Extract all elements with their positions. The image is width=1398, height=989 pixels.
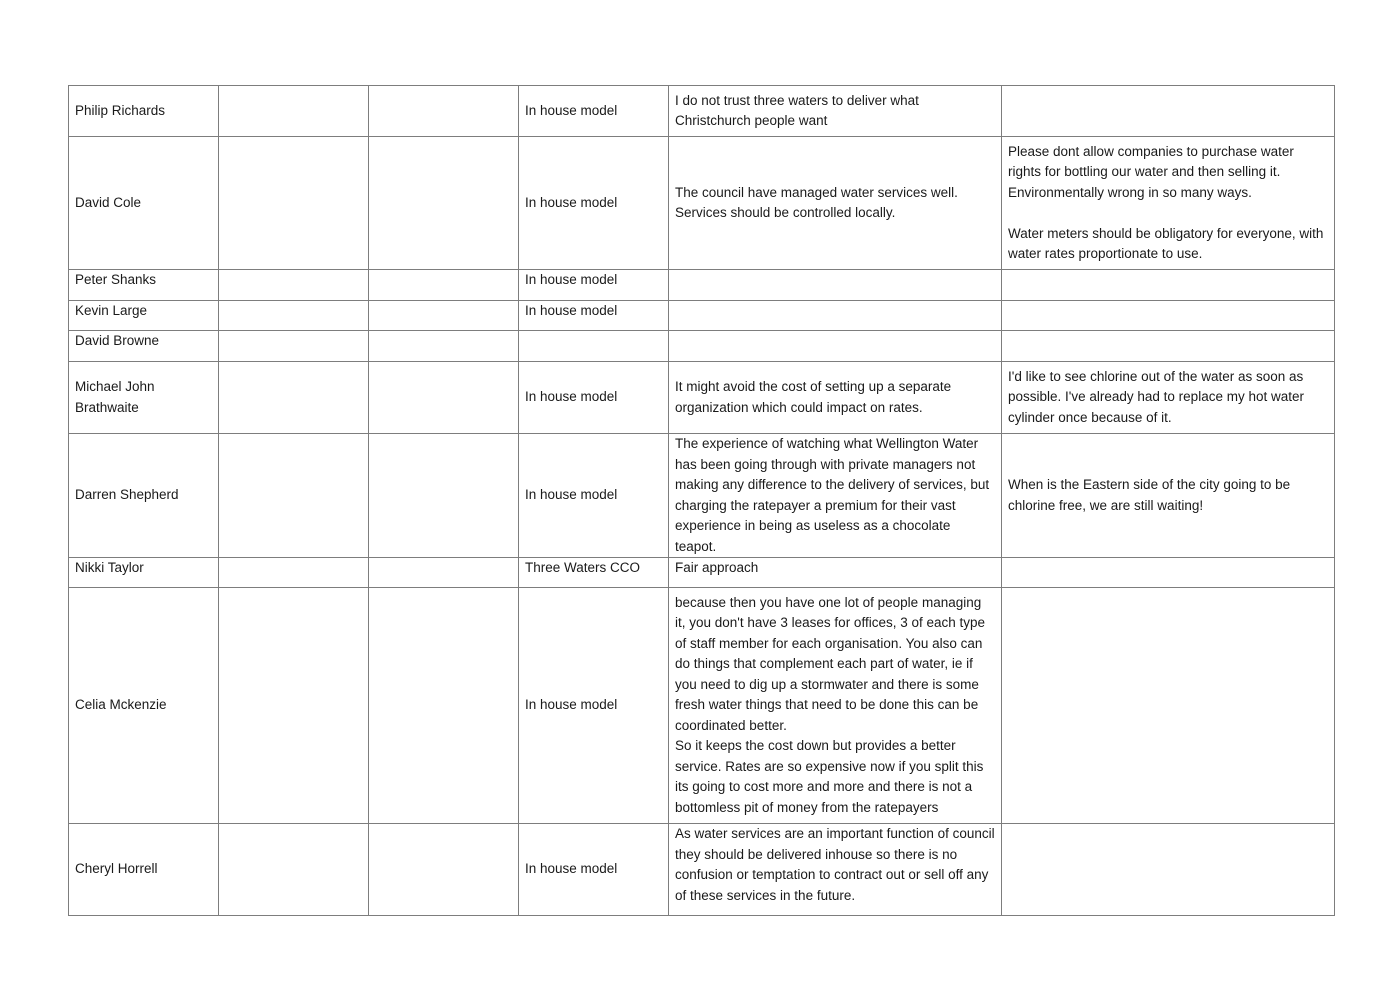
submitter-name: Nikki Taylor — [69, 558, 219, 588]
preferred-model: In house model — [519, 270, 669, 301]
submissions-table — [68, 85, 1335, 916]
table-row — [69, 301, 1335, 331]
submitter-name: Kevin Large — [69, 301, 219, 331]
submitter-name: David Cole — [69, 137, 219, 270]
comment-text: I'd like to see chlorine out of the water as soon as possible. I've already had to replace my hot water cylinder once because of it. — [1002, 362, 1335, 434]
blank-cell — [369, 331, 519, 362]
reason-text: As water services are an important function of council they should be delivered inhouse so there is no confusion or temptation to contract out or sell off any of these services in the future. — [669, 824, 1002, 916]
preferred-model: In house model — [519, 137, 669, 270]
blank-cell — [369, 824, 519, 916]
comment-text — [1002, 824, 1335, 916]
blank-cell — [219, 86, 369, 137]
blank-cell — [219, 588, 369, 824]
blank-cell — [219, 270, 369, 301]
preferred-model: In house model — [519, 86, 669, 137]
table-row — [69, 270, 1335, 301]
comment-text — [1002, 270, 1335, 301]
table-row — [69, 331, 1335, 362]
preferred-model: In house model — [519, 434, 669, 558]
comment-text — [1002, 301, 1335, 331]
submitter-name: Cheryl Horrell — [69, 824, 219, 916]
blank-cell — [219, 824, 369, 916]
blank-cell — [219, 137, 369, 270]
table-row — [69, 824, 1335, 916]
blank-cell — [219, 301, 369, 331]
blank-cell — [369, 362, 519, 434]
preferred-model — [519, 331, 669, 362]
reason-text — [669, 270, 1002, 301]
reason-text — [669, 331, 1002, 362]
submitter-name: Darren Shepherd — [69, 434, 219, 558]
reason-text: The experience of watching what Wellington Water has been going through with private managers not making any difference to the delivery of services, but charging the ratepayer a premium for their vast experience in being as useless as a chocolate teapot. — [669, 434, 1002, 558]
reason-text: because then you have one lot of people managing it, you don't have 3 leases for offices, 3 of each type of staff member for each organisation. You also can do things that complement each part of water, ie if you need to dig up a stormwater and there is some fresh water things that need to be done this can be coordinated better. So it keeps the cost down but provides a better service. Rates are so expensive now if you split this its going to cost more and more and there is not a bottomless pit of money from the ratepayers — [669, 588, 1002, 824]
comment-text — [1002, 331, 1335, 362]
table-row — [69, 362, 1335, 434]
reason-text — [669, 301, 1002, 331]
preferred-model: In house model — [519, 301, 669, 331]
submitter-name: David Browne — [69, 331, 219, 362]
blank-cell — [369, 301, 519, 331]
reason-text: The council have managed water services well. Services should be controlled locally. — [669, 137, 1002, 270]
blank-cell — [219, 331, 369, 362]
table-row — [69, 137, 1335, 270]
table-row — [69, 86, 1335, 137]
submitter-name: Philip Richards — [69, 86, 219, 137]
comment-text — [1002, 558, 1335, 588]
blank-cell — [219, 558, 369, 588]
table-row — [69, 434, 1335, 558]
blank-cell — [219, 434, 369, 558]
comment-text — [1002, 86, 1335, 137]
comment-text: Please dont allow companies to purchase water rights for bottling our water and then selling it. Environmentally wrong in so many ways. Water meters should be obligatory for everyone, with water rates proportionate to use. — [1002, 137, 1335, 270]
blank-cell — [369, 558, 519, 588]
blank-cell — [369, 434, 519, 558]
preferred-model: In house model — [519, 362, 669, 434]
reason-text: I do not trust three waters to deliver what Christchurch people want — [669, 86, 1002, 137]
preferred-model: In house model — [519, 588, 669, 824]
reason-text: It might avoid the cost of setting up a separate organization which could impact on rates. — [669, 362, 1002, 434]
preferred-model: In house model — [519, 824, 669, 916]
reason-text: Fair approach — [669, 558, 1002, 588]
blank-cell — [369, 137, 519, 270]
blank-cell — [219, 362, 369, 434]
table-row — [69, 558, 1335, 588]
preferred-model: Three Waters CCO — [519, 558, 669, 588]
submitter-name: Celia Mckenzie — [69, 588, 219, 824]
table-row — [69, 588, 1335, 824]
blank-cell — [369, 588, 519, 824]
comment-text — [1002, 588, 1335, 824]
blank-cell — [369, 270, 519, 301]
submitter-name: Peter Shanks — [69, 270, 219, 301]
blank-cell — [369, 86, 519, 137]
submitter-name: Michael John Brathwaite — [69, 362, 219, 434]
comment-text: When is the Eastern side of the city going to be chlorine free, we are still waiting! — [1002, 434, 1335, 558]
